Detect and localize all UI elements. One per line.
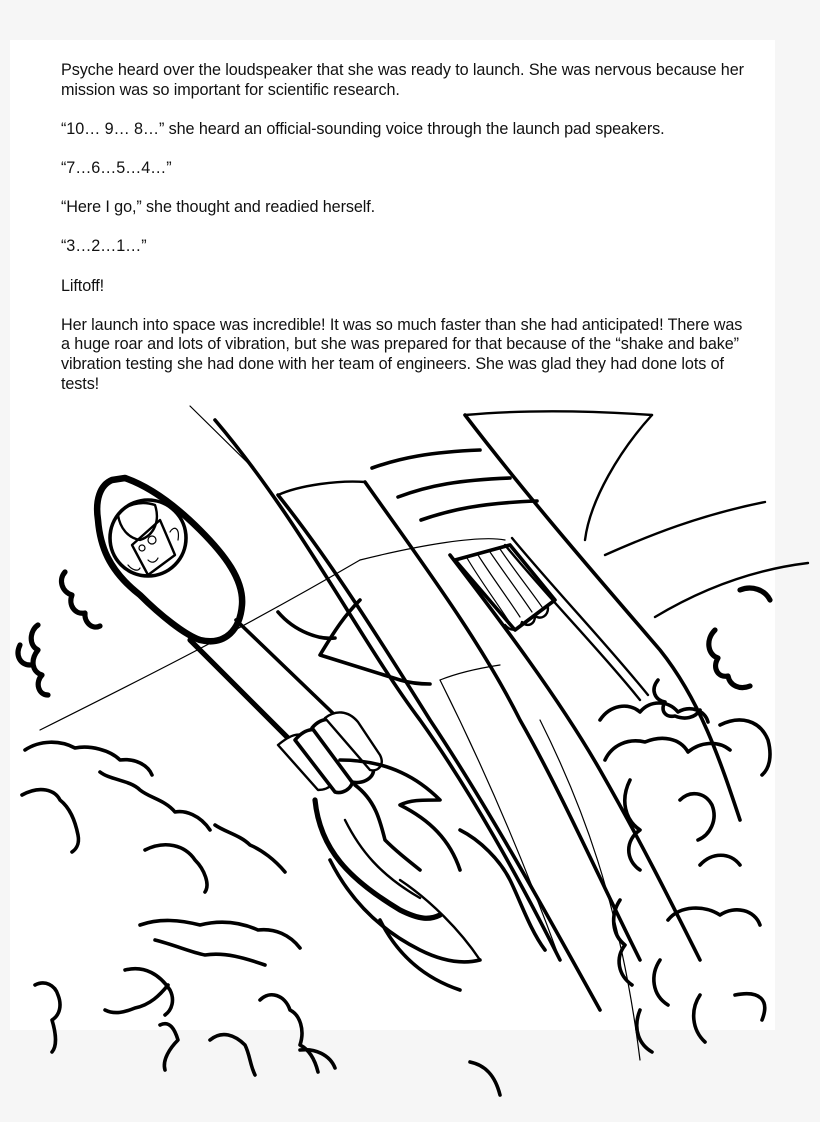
paragraph-countdown-3: “3…2…1…” [61,237,147,256]
paragraph-countdown-7: “7…6…5…4…” [61,158,172,177]
speed-lines-icon [372,450,537,520]
rocket-icon [97,478,382,793]
paragraph-here-i-go: “Here I go,” she thought and readied herself. [61,198,376,217]
paragraph-intro: Psyche heard over the loudspeaker that she was ready to launch. She was nervous because her mission was so important for scientific research. [61,61,744,99]
story-text [61,61,751,414]
paragraph-launch: Her launch into space was incredible! It was so much faster than she had anticipated! There was a huge roar and lots of vibration, but she was prepared for that because of the “shake and bake” vibration testing she had done with her team of engineers. She was glad they had done lots of tests! [61,315,743,393]
smoke-clouds-icon [18,572,770,1095]
paragraph-countdown-10: “10… 9… 8…” she heard an official-sounding voice through the launch pad speakers. [61,119,665,138]
rocket-nose-cone-icon [278,600,430,684]
rocket-exhaust-flame-icon [315,760,545,990]
paragraph-liftoff: Liftoff! [61,276,104,295]
